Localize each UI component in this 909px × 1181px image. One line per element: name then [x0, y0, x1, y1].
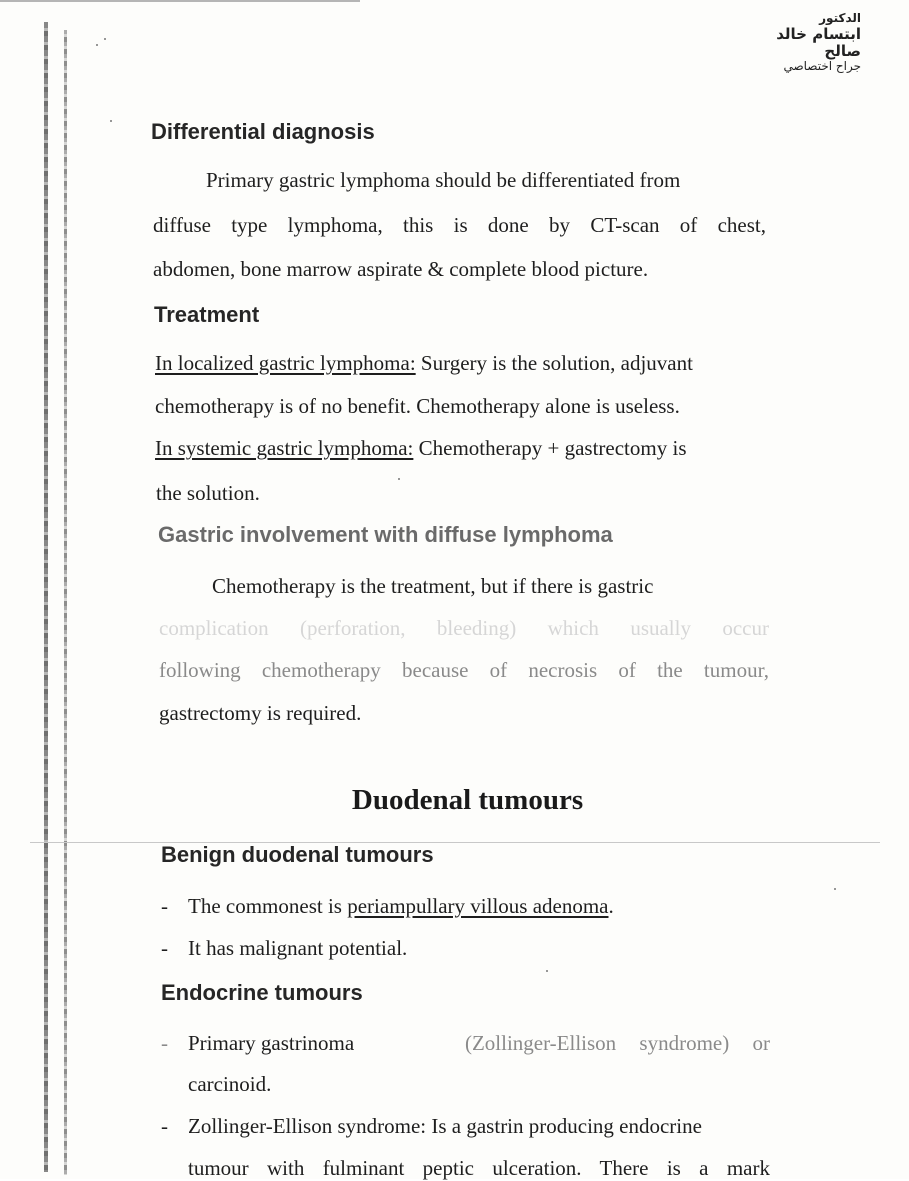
bullet-marker: -: [161, 894, 168, 918]
speck: [110, 120, 112, 122]
endocrine-item-2-line-2: tumour with fulminant peptic ulceration. There is a mark: [188, 1156, 770, 1180]
stamp-name: ابتسام خالد صالح: [776, 24, 861, 61]
endocrine-item-1-line-1: [188, 1030, 770, 1056]
differential-line-1: Primary gastric lymphoma should be differentiated from: [206, 168, 681, 192]
bullet-marker: -: [161, 1114, 168, 1138]
treatment-systemic-line-1: [155, 435, 687, 461]
heading-differential-diagnosis: Differential diagnosis: [151, 119, 375, 144]
speck: [104, 38, 106, 40]
benign-item-2: It has malignant potential.: [188, 936, 408, 960]
gastric-line-4: gastrectomy is required.: [159, 701, 362, 725]
heading-gastric-involvement: Gastric involvement with diffuse lymphoma: [158, 522, 613, 547]
speck: [398, 478, 400, 480]
systemic-label: In systemic gastric lymphoma:: [155, 436, 414, 460]
differential-line-3: abdomen, bone marrow aspirate & complete blood picture.: [153, 257, 649, 281]
heading-endocrine: Endocrine tumours: [161, 980, 363, 1005]
benign-item-1-prefix: The commonest is: [188, 894, 348, 918]
benign-item-1: [188, 893, 614, 919]
stamp-role: جراح اختصاصي: [783, 59, 861, 74]
bullet-marker: -: [161, 1031, 168, 1055]
gastric-line-2: complication (perforation, bleeding) which usually occur: [159, 616, 769, 640]
stamp-title: الدكتور: [819, 11, 861, 25]
top-rule: [0, 0, 360, 2]
speck: [834, 888, 836, 890]
endocrine-item-1-line-2: carcinoid.: [188, 1072, 272, 1096]
speck: [546, 970, 548, 972]
benign-item-1-suffix: .: [608, 894, 614, 918]
endocrine-item-1-b: (Zollinger-Ellison syndrome) or: [464, 1031, 770, 1055]
gastric-line-3: following chemotherapy because of necrosis of the tumour,: [159, 658, 769, 682]
treatment-systemic-line-2: the solution.: [156, 481, 260, 505]
endocrine-item-2-line-1: Zollinger-Ellison syndrome: Is a gastrin producing endocrine: [188, 1114, 702, 1138]
author-stamp: [751, 12, 861, 74]
endocrine-item-1-a: Primary gastrinoma: [188, 1031, 355, 1055]
speck: [96, 44, 98, 46]
localized-text: Surgery is the solution, adjuvant: [415, 351, 693, 375]
treatment-localized-line-1: [155, 350, 693, 376]
treatment-localized-line-2: chemotherapy is of no benefit. Chemotherapy alone is useless.: [155, 394, 680, 418]
bullet-marker: -: [161, 936, 168, 960]
gastric-line-1: Chemotherapy is the treatment, but if there is gastric: [212, 574, 654, 598]
localized-label: In localized gastric lymphoma:: [155, 351, 416, 375]
binding-edge-inner: [64, 30, 67, 1175]
title-duodenal-tumours: Duodenal tumours: [351, 784, 584, 816]
benign-item-1-term: periampullary villous adenoma: [347, 894, 609, 918]
differential-line-2: diffuse type lymphoma, this is done by CT-scan of chest,: [153, 213, 766, 237]
systemic-text: Chemotherapy + gastrectomy is: [413, 436, 687, 460]
binding-edge: [44, 22, 48, 1172]
heading-benign-duodenal: Benign duodenal tumours: [161, 842, 434, 867]
scan-fold-line: [30, 842, 880, 843]
heading-treatment: Treatment: [154, 302, 260, 327]
